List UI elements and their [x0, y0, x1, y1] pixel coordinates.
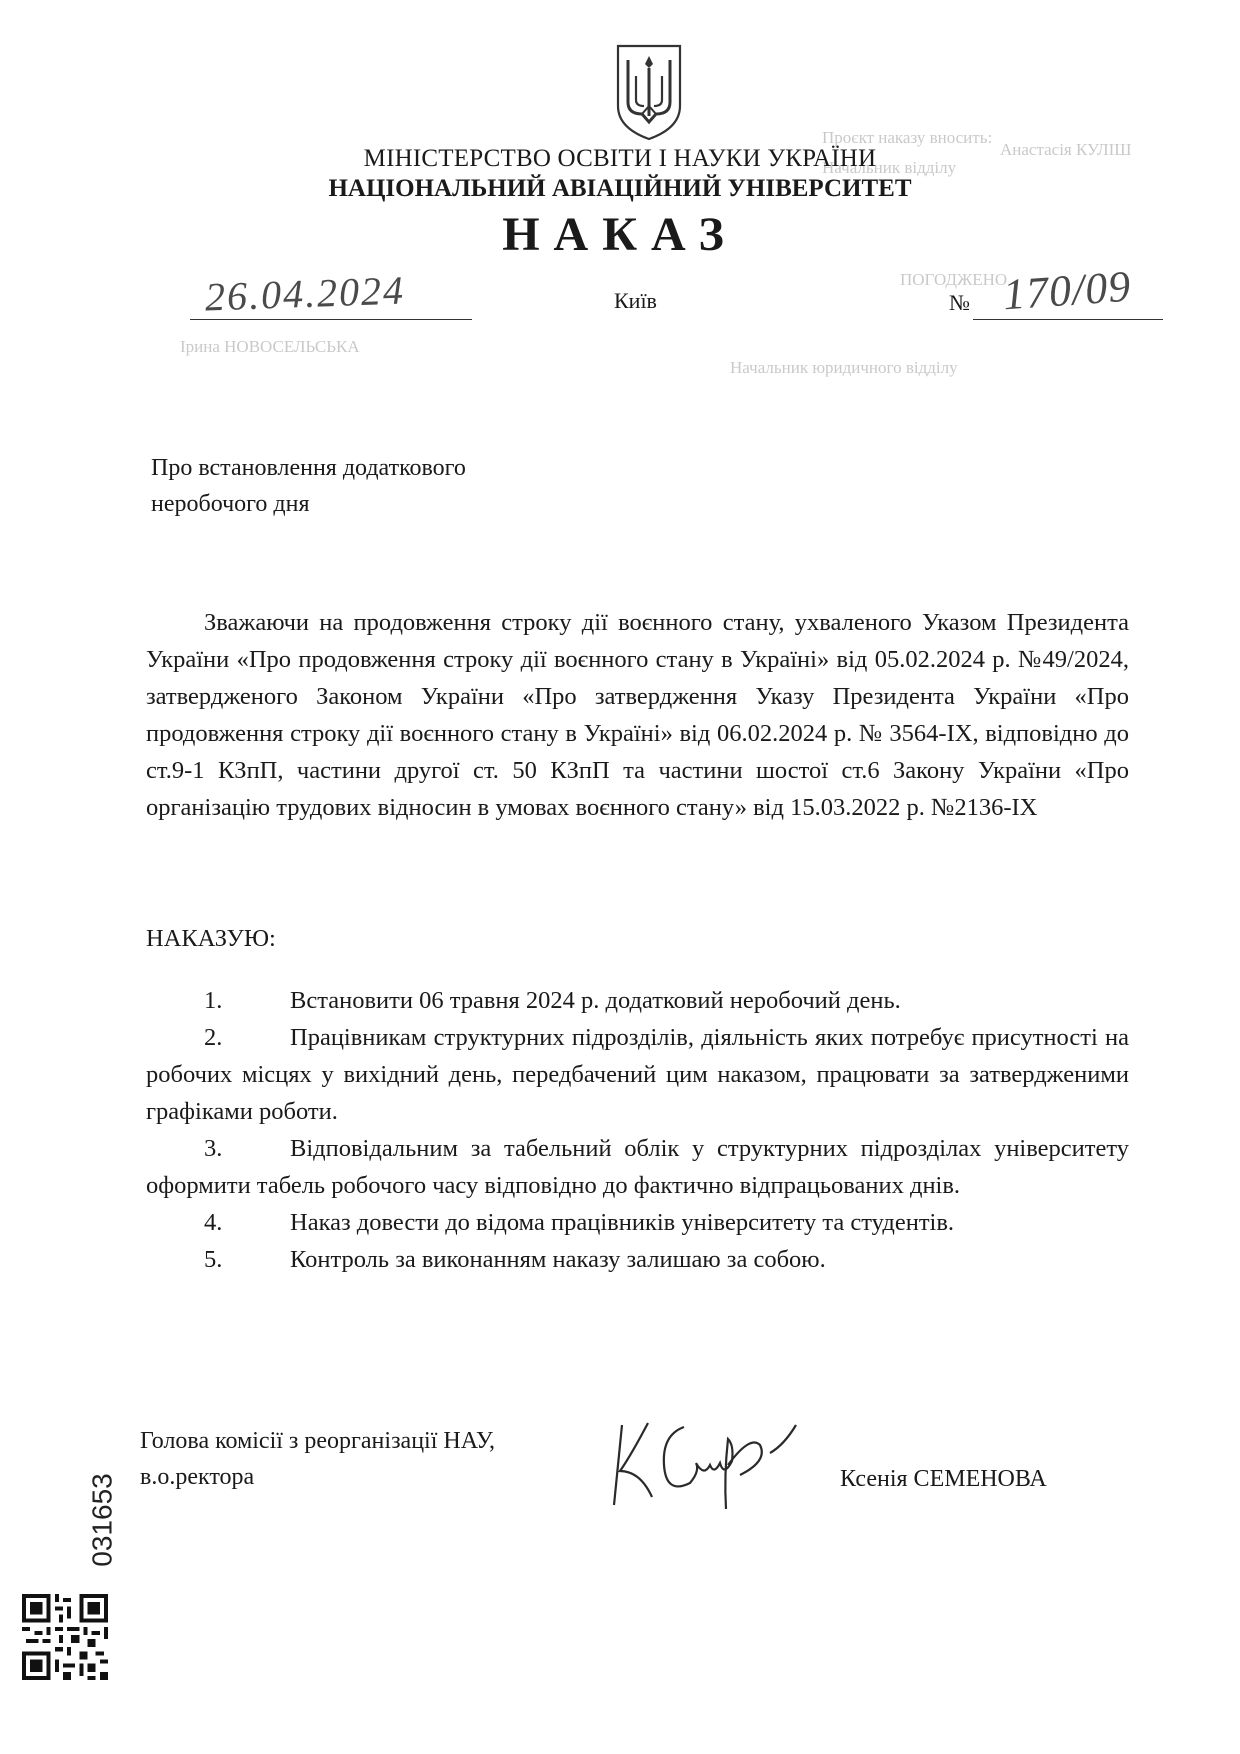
coat-of-arms-icon [614, 42, 684, 142]
item-number: 5. [204, 1246, 223, 1273]
preamble-paragraph: Зважаючи на продовження строку дії воєнного стану, ухваленого Указом Президента України «Про продовження строку дії воєнного стану в Україні» від 05.02.2024 р. №49/2024, затвердженого Законом України «Про затвердження Указу Президента України «Про продовження строку дії воєнного стану в Україні» від 06.02.2024 р. № 3564-IX, відповідно до ст.9-1 КЗпП, частини другої ст. 50 КЗпП та частини шостої ст.6 Закону України «Про організацію трудових відносин в умовах воєнного стану» від 15.03.2022 р. №2136-IX [146, 609, 1129, 821]
signer-position-line-1: Голова комісії з реорганізації НАУ, [140, 1428, 496, 1454]
preamble-block [146, 604, 1129, 826]
number-sign: № [949, 290, 970, 315]
order-item [146, 982, 1129, 1019]
order-subject [151, 450, 466, 522]
signer-position-line-2: в.о.ректора [140, 1464, 255, 1490]
order-item [146, 1019, 1129, 1130]
signer-name: Ксенія СЕМЕНОВА [840, 1466, 1047, 1492]
item-number: 4. [204, 1209, 223, 1236]
item-text: Встановити 06 травня 2024 р. додатковий неробочий день. [290, 987, 901, 1014]
order-item [146, 1204, 1129, 1241]
date-underline [190, 319, 472, 320]
item-number: 3. [204, 1135, 223, 1162]
item-text: Відповідальним за табельний облік у структурних підрозділах університету оформити табель робочого часу відповідно до фактично відпрацьованих днів. [146, 1135, 1129, 1199]
bleed-text-4: ПОГОДЖЕНО [900, 270, 1008, 289]
order-word: НАКАЗУЮ: [146, 925, 276, 952]
handwritten-order-number: 170/09 [1001, 261, 1133, 320]
document-type-title: НАКАЗ [502, 208, 738, 261]
bleed-text-6: Начальник юридичного відділу [730, 358, 958, 377]
number-underline [973, 319, 1163, 320]
bleed-text-2: Начальник відділу [822, 158, 957, 177]
item-number: 2. [204, 1024, 223, 1051]
registration-number-text: 031653 [87, 1473, 118, 1567]
university-title: НАЦІОНАЛЬНИЙ АВІАЦІЙНИЙ УНІВЕРСИТЕТ [328, 175, 912, 202]
handwritten-signature [600, 1405, 800, 1515]
bleed-text-5: Ірина НОВОСЕЛЬСЬКА [180, 337, 360, 356]
order-item [146, 1241, 1129, 1278]
signer-position [140, 1423, 495, 1495]
city-label: Київ [614, 288, 657, 313]
bleed-text-3: Анастасія КУЛІШ [1000, 140, 1132, 159]
item-text: Наказ довести до відома працівників університету та студентів. [290, 1209, 955, 1236]
ministry-title: МІНІСТЕРСТВО ОСВІТИ І НАУКИ УКРАЇНИ [363, 145, 877, 172]
subject-line-2: неробочого дня [151, 491, 310, 517]
item-number: 1. [204, 987, 223, 1014]
subject-line-1: Про встановлення додаткового [151, 455, 466, 481]
item-text: Контроль за виконанням наказу залишаю за собою. [290, 1246, 826, 1273]
order-item [146, 1130, 1129, 1204]
registration-number [83, 1455, 123, 1585]
order-items [146, 982, 1129, 1278]
handwritten-date: 26.04.2024 [204, 267, 406, 320]
qr-code-icon [22, 1594, 108, 1680]
item-text: Працівникам структурних підрозділів, діяльність яких потребує присутності на робочих місцях у вихідний день, передбачений цим наказом, працювати за затвердженими графіками роботи. [146, 1024, 1129, 1125]
bleed-text-1: Проєкт наказу вносить: [822, 128, 993, 147]
